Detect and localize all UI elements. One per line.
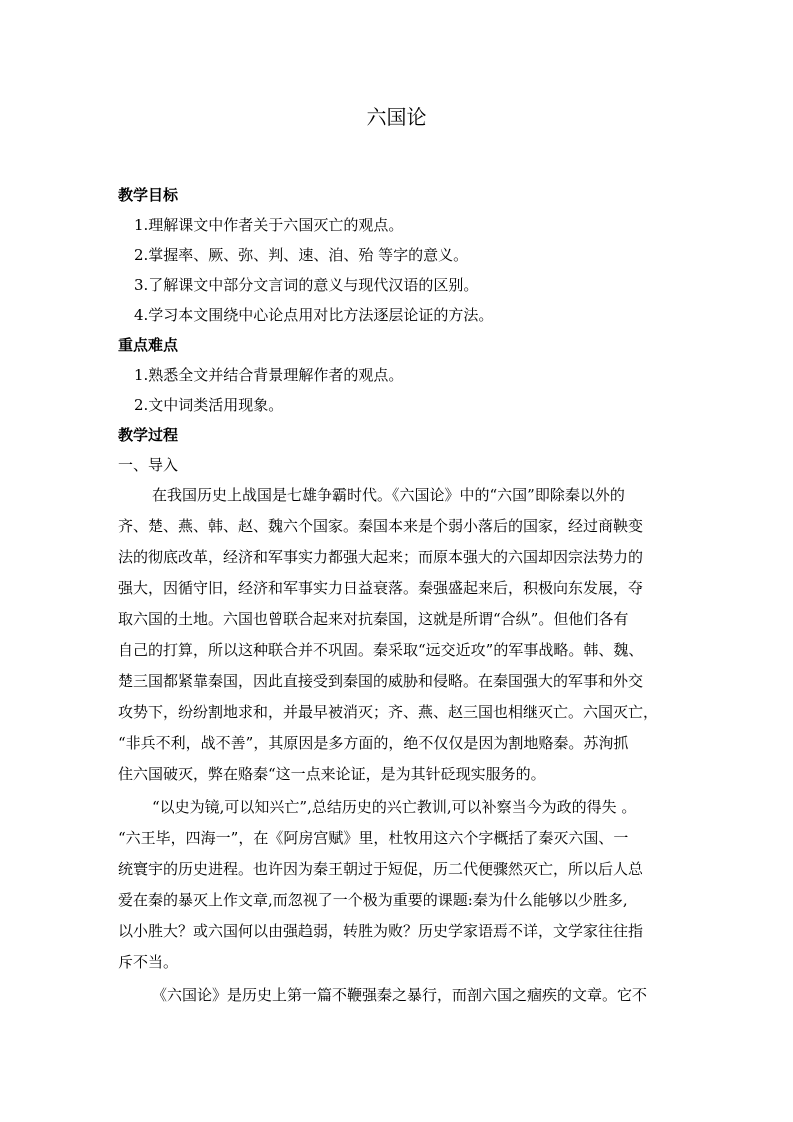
paragraph-line: 统寰宇的历史进程。也许因为秦王朝过于短促，历二代便骤然灭亡，所以后人总 [118,860,644,878]
paragraph-line: 在我国历史上战国是七雄争霸时代。《六国论》中的“六国”即除秦以外的 [152,486,625,504]
paragraph-line: 住六国破灭，弊在赂秦“这一点来论证，是为其针砭现实服务的。 [118,765,546,783]
paragraph-line: 攻势下，纷纷割地求和，并最早被消灭；齐、燕、赵三国也相继灭亡。六国灭亡， [118,703,659,721]
objective-item: 4.学习本文围绕中心论点用对比方法逐层论证的方法。 [134,306,494,324]
document-body [118,180,678,1011]
key-point-item: 2.文中词类活用现象。 [134,396,284,414]
objective-item: 1.理解课文中作者关于六国灭亡的观点。 [134,216,404,234]
subheading-intro: 一、导入 [118,456,179,474]
section-heading-objectives: 教学目标 [118,186,179,204]
page-title: 六国论 [366,105,427,129]
paragraph-3 [118,980,678,1011]
paragraph-line: 《六国论》是历史上第一篇不鞭强秦之暴行，而剖六国之痼疾的文章。它不 [152,986,648,1004]
paragraph-line: 自己的打算，所以这种联合并不巩固。秦采取“远交近攻”的军事战略。韩、魏、 [118,641,644,659]
paragraph-1 [118,480,678,790]
paragraph-line: 法的彻底改革，经济和军事实力都强大起来；而原本强大的六国却因宗法势力的 [118,548,644,566]
section-heading-process: 教学过程 [118,426,179,444]
section-heading-key-points: 重点难点 [118,336,179,354]
objective-item: 2.掌握率、厥、弥、判、速、洎、殆 等字的意义。 [134,246,469,264]
paragraph-line: 斥不当。 [118,953,179,971]
paragraph-2 [118,792,678,978]
paragraph-line: “六王毕，四海一”，在《阿房宫赋》里，杜牧用这六个字概括了秦灭六国、一 [118,829,629,847]
paragraph-line: “非兵不利，战不善”，其原因是多方面的，绝不仅仅是因为割地赂秦。苏洵抓 [118,734,629,752]
key-point-item: 1.熟悉全文并结合背景理解作者的观点。 [134,366,404,384]
paragraph-line: 楚三国都紧靠秦国，因此直接受到秦国的威胁和侵略。在秦国强大的军事和外交 [118,672,644,690]
paragraph-line: 强大，因循守旧，经济和军事实力日益衰落。秦强盛起来后，积极向东发展，夺 [118,579,644,597]
paragraph-line: 齐、楚、燕、韩、赵、魏六个国家。秦国本来是个弱小落后的国家，经过商鞅变 [118,517,644,535]
paragraph-line: 以小胜大？或六国何以由强趋弱，转胜为败？历史学家语焉不详，文学家往往指 [118,922,644,940]
paragraph-line: 爱在秦的暴灭上作文章,而忽视了一个极为重要的课题:秦为什么能够以少胜多, [118,891,628,909]
objective-item: 3.了解课文中部分文言词的意义与现代汉语的区别。 [134,276,479,294]
paragraph-line: “以史为镜,可以知兴亡”,总结历史的兴亡教训,可以补察当今为政的得失 。 [152,798,637,816]
paragraph-line: 取六国的土地。六国也曾联合起来对抗秦国，这就是所谓“合纵”。但他们各有 [118,610,629,628]
